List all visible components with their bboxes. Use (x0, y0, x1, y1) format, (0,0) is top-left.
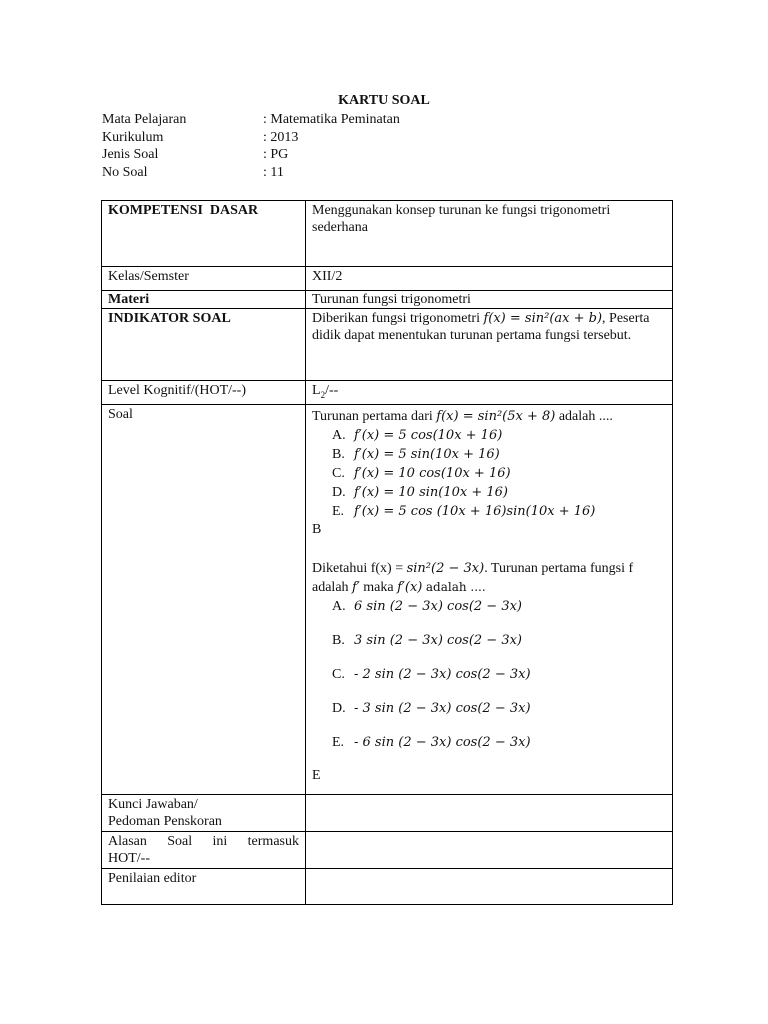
kartu-soal-table (101, 200, 673, 905)
q2-option-c (312, 665, 666, 699)
kunci-label-line2: Pedoman Penskoran (108, 813, 222, 829)
row-level-kognitif (102, 381, 673, 405)
meta-value: : Matematika Peminatan (263, 112, 400, 127)
option-letter: A. (332, 598, 346, 614)
option-letter: B. (332, 446, 345, 462)
row-penilaian-editor (102, 868, 673, 904)
soal-value (306, 404, 673, 794)
meta-label: Mata Pelajaran (102, 112, 187, 127)
row-kelas (102, 267, 673, 291)
q2-line2-fx: f′(x) (397, 579, 423, 595)
row-kompetensi-dasar (102, 201, 673, 267)
penilaian-label: Penilaian editor (102, 868, 306, 904)
option-letter: E. (332, 734, 345, 750)
materi-value: Turunan fungsi trigonometri (306, 291, 673, 309)
q1-answer: B (312, 521, 322, 537)
kd-label: KOMPETENSI DASAR (102, 201, 306, 267)
option-letter: D. (332, 484, 346, 500)
kunci-label (102, 794, 306, 831)
meta-block (102, 111, 400, 181)
indikator-intro: Diberikan fungsi trigonometri (312, 311, 480, 326)
document-title: KARTU SOAL (338, 93, 430, 108)
kelas-label: Kelas/Semster (102, 267, 306, 291)
row-materi (102, 291, 673, 309)
option-text: f′(x) = 5 sin(10x + 16) (354, 446, 500, 462)
q2-option-e (312, 733, 666, 767)
option-text: f′(x) = 10 cos(10x + 16) (354, 465, 511, 481)
q2-mid: . Turunan pertama fungsi f (484, 560, 634, 576)
option-letter: C. (332, 666, 345, 682)
q2-option-d (312, 699, 666, 733)
q2-line2-f: f′ (352, 579, 360, 595)
q2-option-b (312, 631, 666, 665)
q1-options (312, 426, 666, 521)
meta-value: : 2013 (263, 129, 299, 145)
level-tail: /-- (325, 383, 339, 398)
q1-option-b (312, 445, 666, 464)
alasan-label (102, 831, 306, 868)
spacer (312, 539, 666, 559)
option-text: - 6 sin (2 − 3x) cos(2 − 3x) (354, 734, 531, 750)
indikator-tail: , Peserta didik dapat menentukan turunan pertama fungsi tersebut. (312, 311, 650, 343)
meta-label: Jenis Soal (102, 147, 159, 162)
level-value (306, 381, 673, 405)
soal-label: Soal (102, 404, 306, 794)
q1-option-a (312, 426, 666, 445)
q2-line2-c: adalah .... (425, 579, 486, 594)
meta-label: No Soal (102, 164, 148, 180)
option-letter: E. (332, 503, 345, 519)
kunci-value (306, 794, 673, 831)
q2-options (312, 597, 666, 767)
option-letter: A. (332, 427, 346, 443)
q1-option-c (312, 464, 666, 483)
level-sub: 2 (320, 389, 326, 400)
kelas-value: XII/2 (306, 267, 673, 291)
meta-value: : PG (263, 147, 289, 162)
indikator-formula: f(x) = sin²(ax + b) (483, 311, 603, 326)
penilaian-value (306, 868, 673, 904)
q2-stem-line2 (312, 578, 666, 597)
meta-row-kurikulum (102, 129, 400, 147)
q1-suffix: adalah .... (558, 408, 613, 424)
option-text: - 2 sin (2 − 3x) cos(2 − 3x) (354, 666, 531, 682)
q2-prefix: Diketahui f(x) = (312, 560, 404, 576)
row-alasan (102, 831, 673, 868)
option-text: 6 sin (2 − 3x) cos(2 − 3x) (354, 598, 522, 614)
option-text: - 3 sin (2 − 3x) cos(2 − 3x) (354, 700, 531, 716)
materi-label: Materi (102, 291, 306, 309)
meta-label: Kurikulum (102, 129, 164, 145)
q1-stem (312, 407, 666, 426)
option-text: f′(x) = 10 sin(10x + 16) (354, 484, 508, 500)
meta-row-mata-pelajaran (102, 111, 400, 129)
q1-formula: f(x) = sin²(5x + 8) (436, 408, 556, 424)
option-text: f′(x) = 5 cos (10x + 16)sin(10x + 16) (354, 503, 596, 519)
kd-value: Menggunakan konsep turunan ke fungsi trigonometri sederhana (306, 201, 673, 267)
q2-formula: sin²(2 − 3x) (406, 560, 485, 576)
row-indikator (102, 309, 673, 381)
row-kunci-jawaban (102, 794, 673, 831)
q1-option-d (312, 483, 666, 502)
option-text: f′(x) = 5 cos(10x + 16) (354, 427, 503, 443)
q1-option-e (312, 502, 666, 521)
alasan-value (306, 831, 673, 868)
option-text: 3 sin (2 − 3x) cos(2 − 3x) (354, 632, 522, 648)
meta-value: : 11 (263, 164, 284, 180)
q2-option-a (312, 597, 666, 631)
kunci-label-line1: Kunci Jawaban/ (108, 796, 198, 812)
alasan-label-line2: HOT/-- (108, 850, 150, 866)
q2-line2-b: maka (363, 579, 394, 595)
row-soal (102, 404, 673, 794)
q1-prefix: Turunan pertama dari (312, 408, 433, 424)
indikator-value (306, 309, 673, 381)
q2-stem-line1 (312, 559, 666, 578)
option-letter: B. (332, 632, 345, 648)
option-letter: C. (332, 465, 345, 481)
meta-row-jenis-soal (102, 146, 400, 164)
q2-line2-a: adalah (312, 579, 349, 595)
alasan-label-line1: Alasan Soal ini termasuk (108, 833, 299, 849)
q2-answer: E (312, 767, 321, 783)
indikator-label: INDIKATOR SOAL (102, 309, 306, 381)
meta-row-no-soal (102, 164, 400, 182)
level-label: Level Kognitif/(HOT/--) (102, 381, 306, 405)
level-main: L (312, 383, 321, 398)
option-letter: D. (332, 700, 346, 716)
